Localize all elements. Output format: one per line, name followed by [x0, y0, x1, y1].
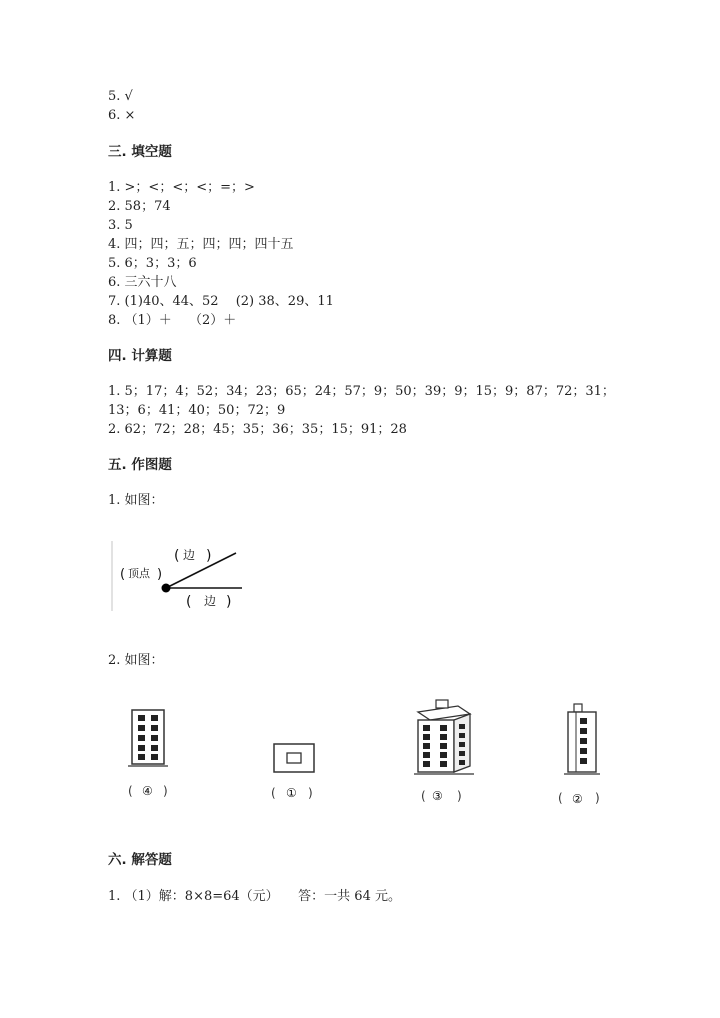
svg-text:(: ( [174, 548, 180, 564]
section-heading-draw: 五. 作图题 [108, 457, 172, 473]
angle-figure [108, 535, 248, 615]
svg-text:): ) [308, 786, 313, 800]
building-top-view [274, 744, 314, 772]
section-heading-answers: 六. 解答题 [108, 852, 172, 868]
answer-line: 3. 5 [108, 218, 133, 233]
question-label: 2. 如图： [108, 653, 164, 668]
section-heading-calc: 四. 计算题 [108, 348, 172, 364]
answer-line: 5. √ [108, 89, 133, 104]
question-label: 1. 如图： [108, 493, 164, 508]
view-label: ① [286, 786, 297, 800]
view-label: ② [572, 792, 583, 806]
svg-text:): ) [226, 594, 232, 610]
answer-line: 1. （1）解：8×8=64（元） 答：一共 64 元。 [108, 889, 401, 904]
bottom-edge-label: 边 [204, 594, 217, 608]
answer-line: 7. (1)40、44、52 (2) 38、29、11 [108, 294, 334, 309]
svg-text:(: ( [186, 594, 192, 610]
building-front-view [128, 710, 168, 766]
svg-text:(: ( [271, 786, 276, 800]
section-heading-fill: 三. 填空题 [108, 144, 172, 160]
answer-line: 6. × [108, 108, 136, 123]
vertex-label-close: ) [157, 567, 163, 582]
building-views-figure [118, 694, 610, 814]
answer-line: 2. 62；72；28；45；35；36；35；15；91；28 [108, 422, 407, 437]
view-label: ③ [432, 789, 443, 803]
answer-line: 6. 三六十八 [108, 275, 177, 290]
answer-line: 13；6；41；40；50；72；9 [108, 403, 286, 418]
answer-line: 5. 6；3；3；6 [108, 256, 197, 271]
vertex-label: 顶点 [128, 567, 150, 580]
svg-text:(: ( [128, 784, 133, 798]
svg-text:): ) [206, 548, 212, 564]
answer-line: 1. 5；17；4；52；34；23；65；24；57；9；50；39；9；15；9；87；72；31； [108, 384, 615, 399]
building-side-view [564, 704, 600, 774]
top-edge-label: 边 [183, 548, 196, 562]
answer-line: 1. >；<；<；<；=；> [108, 180, 255, 195]
building-perspective-view [414, 700, 474, 774]
vertex-label-open: ( [120, 567, 126, 582]
svg-text:): ) [457, 789, 462, 803]
vertex-dot [162, 584, 171, 593]
svg-text:): ) [595, 791, 600, 805]
svg-text:): ) [163, 784, 168, 798]
view-label: ④ [142, 784, 153, 798]
answer-line: 2. 58；74 [108, 199, 171, 214]
answer-line: 8. （1）＋ （2）＋ [108, 313, 237, 328]
svg-text:(: ( [558, 791, 563, 805]
svg-text:(: ( [421, 789, 426, 803]
answer-line: 4. 四；四；五；四；四；四十五 [108, 237, 294, 252]
